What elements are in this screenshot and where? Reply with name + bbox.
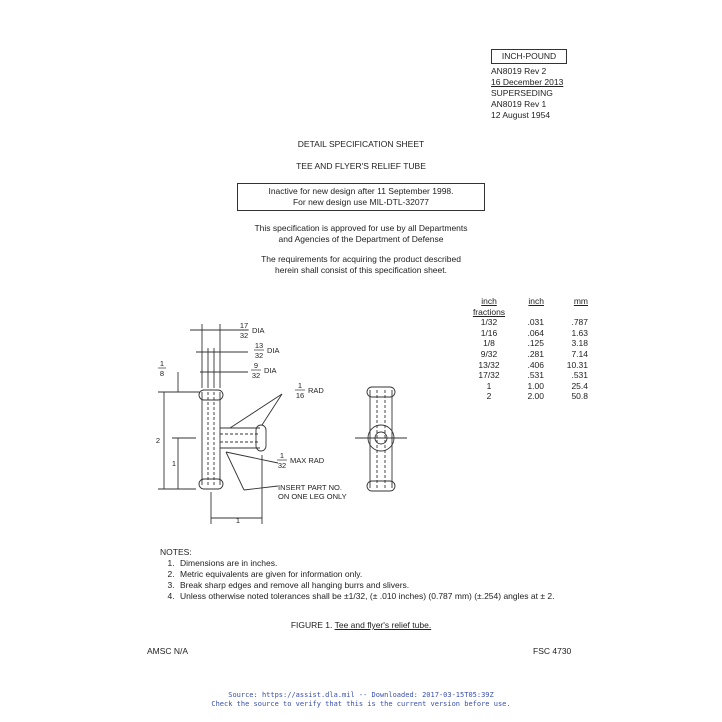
sheet-type-title: DETAIL SPECIFICATION SHEET bbox=[297, 139, 425, 149]
approval-line-1: This specification is approved for use by all Departments bbox=[254, 223, 468, 233]
header-mm: mm bbox=[573, 296, 588, 306]
superseded-date: 12 August 1954 bbox=[491, 110, 551, 120]
rad-label: RAD bbox=[308, 386, 324, 395]
notes-heading: NOTES: bbox=[160, 547, 192, 557]
mm-cell: 10.31 bbox=[566, 359, 588, 370]
figure-caption-text: Tee and flyer's relief tube. bbox=[334, 620, 432, 630]
eighth-den: 8 bbox=[159, 369, 165, 378]
dim-one-vertical: 1 bbox=[171, 459, 177, 468]
superseded-number: AN8019 Rev 1 bbox=[491, 99, 547, 109]
item-name-title: TEE AND FLYER'S RELIEF TUBE bbox=[296, 161, 426, 171]
insert-note-line-1: INSERT PART NO. bbox=[278, 483, 342, 492]
inch-cell: .064 bbox=[527, 327, 544, 338]
maxrad-label: MAX RAD bbox=[290, 456, 325, 465]
inch-cell: 2.00 bbox=[527, 391, 544, 402]
dia-9-den: 32 bbox=[251, 371, 261, 380]
fraction-cell: 1 bbox=[486, 380, 492, 391]
doc-date: 16 December 2013 bbox=[491, 77, 564, 87]
mm-cell: 7.14 bbox=[571, 348, 588, 359]
notes-section bbox=[160, 547, 580, 602]
rad-num: 1 bbox=[297, 381, 303, 390]
doc-type-box: INCH-POUND bbox=[491, 49, 567, 64]
inch-cell: .125 bbox=[527, 338, 544, 349]
fraction-cell: 1/32 bbox=[480, 317, 498, 328]
fraction-cell: 13/32 bbox=[478, 359, 500, 370]
mm-cell: 1.63 bbox=[571, 327, 588, 338]
dia-13-label: DIA bbox=[267, 346, 280, 355]
note-item: 2. Metric equivalents are given for information only. bbox=[177, 569, 580, 580]
footer-fsc: FSC 4730 bbox=[533, 646, 572, 656]
requirements-line-1: The requirements for acquiring the product described bbox=[261, 254, 461, 264]
note-item: 3. Break sharp edges and remove all hanging burrs and slivers. bbox=[177, 580, 580, 591]
superseding-label: SUPERSEDING bbox=[491, 88, 553, 98]
fraction-cell: 1/8 bbox=[483, 338, 495, 349]
inch-cell: .281 bbox=[527, 348, 544, 359]
source-line-2: Check the source to verify that this is the current version before use. bbox=[211, 700, 511, 708]
header-inch: inch bbox=[528, 296, 544, 306]
dia-9-label: DIA bbox=[264, 366, 277, 375]
header-fractions-sub: fractions bbox=[472, 306, 506, 317]
eighth-num: 1 bbox=[159, 359, 165, 368]
doc-number: AN8019 Rev 2 bbox=[491, 66, 547, 76]
notes-list bbox=[160, 558, 580, 602]
requirements-line-2: herein shall consist of this specification sheet. bbox=[275, 265, 447, 275]
mm-cell: 25.4 bbox=[571, 380, 588, 391]
note-item: 4. Unless otherwise noted tolerances shall be ±1/32, (± .010 inches) (0.787 mm) (±.254) angles at ± 2. bbox=[177, 591, 580, 602]
inch-cell: .531 bbox=[527, 370, 544, 381]
dia-17-den: 32 bbox=[239, 331, 249, 340]
fraction-cell: 9/32 bbox=[480, 348, 498, 359]
dim-two: 2 bbox=[155, 436, 161, 445]
figure-prefix: FIGURE 1. bbox=[290, 620, 333, 630]
dia-9-num: 9 bbox=[253, 361, 259, 370]
source-line-1: Source: https://assist.dla.mil -- Downloaded: 2017-03-15T05:39Z bbox=[228, 691, 494, 699]
header-inch-fractions: inch bbox=[481, 296, 497, 306]
fraction-cell: 17/32 bbox=[478, 370, 500, 381]
figure-caption bbox=[0, 620, 722, 631]
dia-17-num: 17 bbox=[239, 321, 249, 330]
mm-cell: .787 bbox=[571, 317, 588, 328]
inactive-line-1: Inactive for new design after 11 September 1998. bbox=[268, 186, 454, 196]
dia-13-num: 13 bbox=[254, 341, 264, 350]
dim-one-horizontal: 1 bbox=[235, 516, 241, 525]
mm-cell: 50.8 bbox=[571, 391, 588, 402]
dia-17-label: DIA bbox=[252, 326, 265, 335]
dia-13-den: 32 bbox=[254, 351, 264, 360]
approval-line-2: and Agencies of the Department of Defense bbox=[278, 234, 444, 244]
maxrad-den: 32 bbox=[277, 461, 287, 470]
inch-cell: .031 bbox=[527, 317, 544, 328]
note-item: 1. Dimensions are in inches. bbox=[177, 558, 580, 569]
fraction-cell: 2 bbox=[486, 391, 492, 402]
inactive-line-2: For new design use MIL-DTL-32077 bbox=[292, 197, 430, 207]
fraction-cell: 1/16 bbox=[480, 327, 498, 338]
insert-note-line-2: ON ONE LEG ONLY bbox=[278, 492, 347, 501]
footer-amsc: AMSC N/A bbox=[147, 646, 189, 656]
inch-cell: 1.00 bbox=[527, 380, 544, 391]
rad-den: 16 bbox=[295, 391, 305, 400]
mm-cell: .531 bbox=[571, 370, 588, 381]
maxrad-num: 1 bbox=[279, 451, 285, 460]
mm-cell: 3.18 bbox=[571, 338, 588, 349]
source-footer bbox=[0, 691, 722, 709]
inch-cell: .406 bbox=[527, 359, 544, 370]
